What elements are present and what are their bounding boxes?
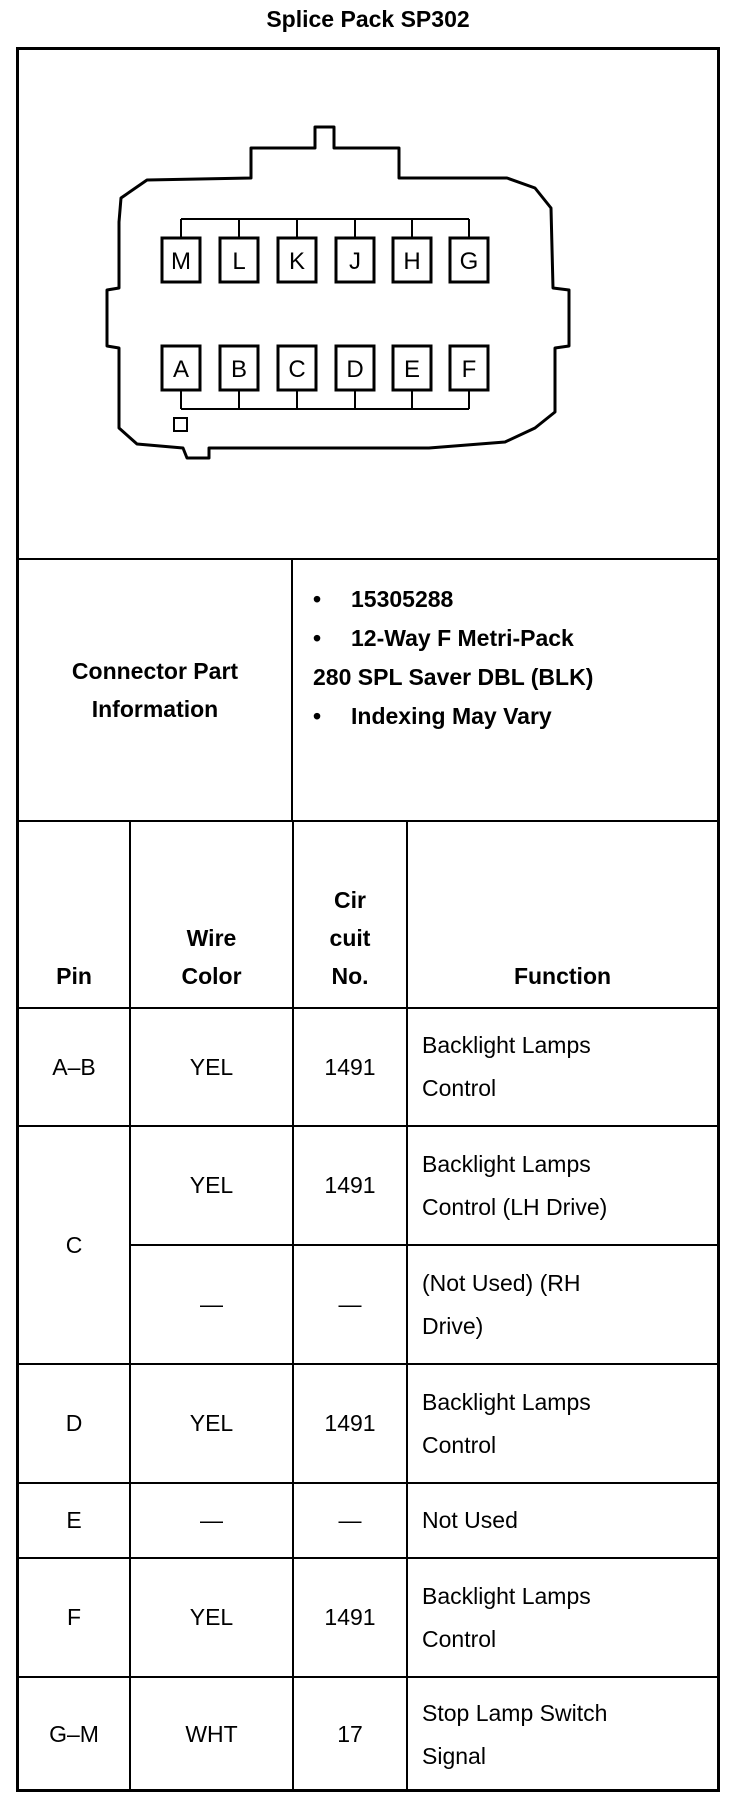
description-line1: 12-Way F Metri-Pack xyxy=(351,625,574,651)
cell-wire-color: WHT xyxy=(130,1677,293,1791)
info-label-cell xyxy=(19,560,293,820)
connector-table-frame xyxy=(16,47,720,1792)
pin-label-a: A xyxy=(172,356,190,383)
table-row xyxy=(19,1008,717,1126)
cell-pin: E xyxy=(19,1483,130,1558)
pin-label-j: J xyxy=(349,248,361,275)
cell-circuit: 1491 xyxy=(293,1364,407,1483)
pin-label-k: K xyxy=(288,248,306,275)
pin-label-l: L xyxy=(232,248,246,275)
pin-label-b: B xyxy=(230,356,248,383)
bullet-icon: • xyxy=(313,703,322,729)
cell-wire-color: YEL xyxy=(130,1364,293,1483)
description-line2: 280 SPL Saver DBL (BLK) xyxy=(313,664,594,690)
cell-circuit: 1491 xyxy=(293,1126,407,1245)
pin-label-f: F xyxy=(461,356,477,383)
cell-wire-color: — xyxy=(130,1483,293,1558)
page-title: Splice Pack SP302 xyxy=(266,6,470,32)
cell-circuit: — xyxy=(293,1245,407,1364)
cell-pin: D xyxy=(19,1364,130,1483)
pin-label-e: E xyxy=(403,356,421,383)
table-row xyxy=(19,1483,717,1558)
table-row xyxy=(19,1677,717,1791)
cell-wire-color: — xyxy=(130,1245,293,1364)
pin-label-h: H xyxy=(403,248,421,275)
table-header-row xyxy=(19,822,717,1008)
cell-pin: G–M xyxy=(19,1677,130,1791)
polarization-key xyxy=(174,418,187,431)
cell-circuit: — xyxy=(293,1483,407,1558)
cell-function: Backlight Lamps Control (LH Drive) xyxy=(407,1126,717,1245)
header-circuit-no: Cir cuit No. xyxy=(293,822,407,1008)
cell-function: Stop Lamp Switch Signal xyxy=(407,1677,717,1791)
cell-function: Not Used xyxy=(407,1483,717,1558)
table-row xyxy=(19,1558,717,1677)
cell-pin: C xyxy=(19,1126,130,1364)
cell-pin: A–B xyxy=(19,1008,130,1126)
info-details-cell xyxy=(293,560,717,820)
bullet-icon: • xyxy=(313,586,322,612)
cell-wire-color: YEL xyxy=(130,1558,293,1677)
indexing-note: Indexing May Vary xyxy=(351,703,552,729)
cell-function: Backlight Lamps Control xyxy=(407,1008,717,1126)
info-label-line1: Connector Part xyxy=(71,658,239,684)
cell-pin: F xyxy=(19,1558,130,1677)
bottom-bus-drops xyxy=(181,390,469,409)
cell-circuit: 1491 xyxy=(293,1558,407,1677)
cell-wire-color: YEL xyxy=(130,1008,293,1126)
cell-function: Backlight Lamps Control xyxy=(407,1558,717,1677)
cell-function: Backlight Lamps Control xyxy=(407,1364,717,1483)
connector-part-info xyxy=(19,560,717,822)
cell-wire-color: YEL xyxy=(130,1126,293,1245)
connector-face-illustration xyxy=(19,50,717,560)
pin-label-g: G xyxy=(459,248,479,275)
pin-table xyxy=(19,822,717,1791)
header-pin: Pin xyxy=(19,822,130,1008)
bullet-icon: • xyxy=(313,625,322,651)
info-label-line2: Information xyxy=(91,696,219,722)
connector-diagram xyxy=(19,50,717,560)
cell-circuit: 17 xyxy=(293,1677,407,1791)
table-row xyxy=(19,1126,717,1245)
cell-function: (Not Used) (RH Drive) xyxy=(407,1245,717,1364)
pin-label-d: D xyxy=(346,356,364,383)
top-bus-drops xyxy=(181,219,469,238)
header-wire-color: Wire Color xyxy=(130,822,293,1008)
table-row xyxy=(19,1364,717,1483)
part-number: 15305288 xyxy=(351,586,454,612)
cell-circuit: 1491 xyxy=(293,1008,407,1126)
pin-label-c: C xyxy=(288,356,306,383)
pin-label-m: M xyxy=(171,248,191,275)
header-function: Function xyxy=(407,822,717,1008)
